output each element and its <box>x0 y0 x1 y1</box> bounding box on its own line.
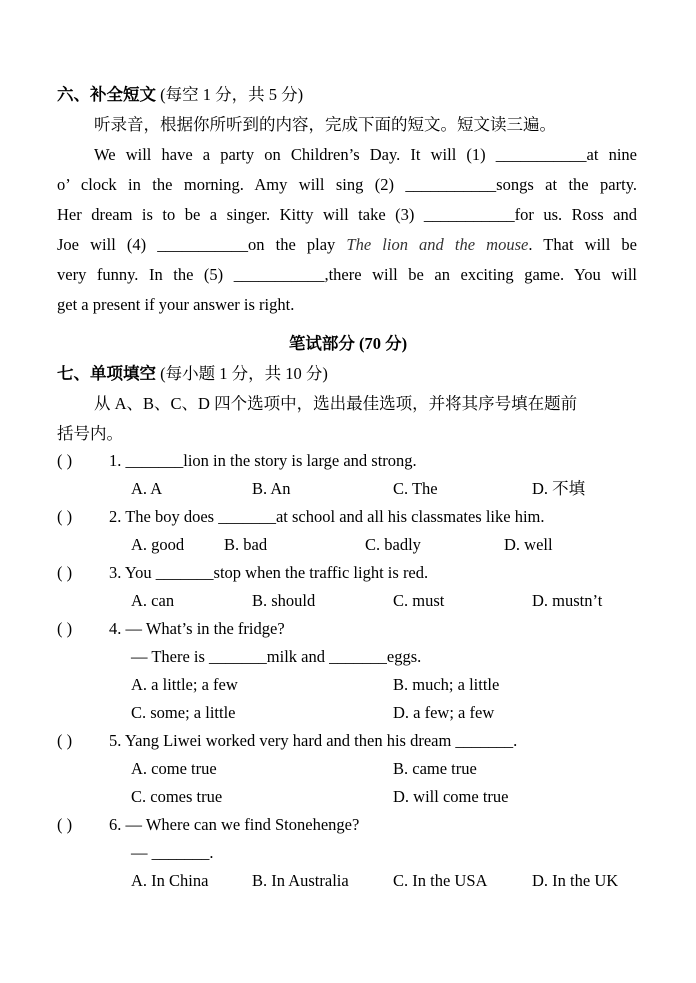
passage-line-4a: Joe will (4) ___________on the play <box>57 235 347 254</box>
option-a[interactable]: A. can <box>131 591 175 610</box>
option-b[interactable]: B. bad <box>224 535 268 554</box>
answer-bracket[interactable]: ( ) <box>57 507 73 526</box>
section6-heading: 六、补全短文 <box>57 85 156 104</box>
option-c[interactable]: C. The <box>393 479 438 498</box>
passage-line-5: very funny. In the (5) ___________,there will be an exciting game. You will <box>57 265 637 284</box>
section6-score-note: (每空 1 分，共 5 分) <box>160 85 304 104</box>
option-d[interactable]: D. a few; a few <box>393 703 495 722</box>
answer-bracket[interactable]: ( ) <box>57 619 73 638</box>
section7-score-note: (每小题 1 分，共 10 分) <box>160 364 328 383</box>
option-c[interactable]: C. In the USA <box>393 871 488 890</box>
question-stem: 6. — Where can we find Stonehenge? <box>109 815 360 834</box>
option-c[interactable]: C. must <box>393 591 445 610</box>
option-d[interactable]: D. well <box>504 535 553 554</box>
option-c[interactable]: C. comes true <box>131 787 223 806</box>
option-b[interactable]: B. should <box>252 591 316 610</box>
option-d[interactable]: D. will come true <box>393 787 509 806</box>
passage-line-4 <box>57 235 637 255</box>
option-c[interactable]: C. some; a little <box>131 703 236 722</box>
option-a[interactable]: A. good <box>131 535 185 554</box>
section7-instruction-1: 从 A、B、C、D 四个选项中，选出最佳选项，并将其序号填在题前 <box>94 394 578 413</box>
section7-instruction-2: 括号内。 <box>57 424 123 443</box>
option-c[interactable]: C. badly <box>365 535 421 554</box>
section6-heading-line <box>57 85 303 105</box>
option-b[interactable]: B. An <box>252 479 291 498</box>
question-stem: 3. You _______stop when the traffic light is red. <box>109 563 429 582</box>
question-stem: 2. The boy does _______at school and all his classmates like him. <box>109 507 545 526</box>
answer-bracket[interactable]: ( ) <box>57 731 73 750</box>
section7-heading-line <box>57 364 328 384</box>
play-title: The lion and the mouse <box>346 235 529 254</box>
option-d[interactable]: D. mustn’t <box>532 591 603 610</box>
option-b[interactable]: B. came true <box>393 759 477 778</box>
passage-line-3: Her dream is to be a singer. Kitty will take (3) ___________for us. Ross and <box>57 205 637 224</box>
passage-line-1: We will have a party on Children’s Day. It will (1) ___________at nine <box>94 145 637 164</box>
option-a[interactable]: A. A <box>131 479 163 498</box>
question-stem: 1. _______lion in the story is large and strong. <box>109 451 417 470</box>
passage-line-6: get a present if your answer is right. <box>57 295 295 314</box>
option-d[interactable]: D. In the UK <box>532 871 619 890</box>
section7-heading: 七、单项填空 <box>57 364 156 383</box>
section6-instruction: 听录音，根据你所听到的内容，完成下面的短文。短文读三遍。 <box>94 115 556 134</box>
passage-line-2: o’ clock in the morning. Amy will sing (2) ___________songs at the party. <box>57 175 637 194</box>
question-4-sub: — There is _______milk and _______eggs. <box>131 647 422 666</box>
answer-bracket[interactable]: ( ) <box>57 563 73 582</box>
passage-line-4b: . That will be <box>528 235 638 254</box>
option-b[interactable]: B. much; a little <box>393 675 500 694</box>
answer-bracket[interactable]: ( ) <box>57 451 73 470</box>
option-a[interactable]: A. In China <box>131 871 209 890</box>
option-a[interactable]: A. come true <box>131 759 217 778</box>
question-stem: 4. — What’s in the fridge? <box>109 619 285 638</box>
answer-bracket[interactable]: ( ) <box>57 815 73 834</box>
option-b[interactable]: B. In Australia <box>252 871 349 890</box>
written-part-title: 笔试部分 (70 分) <box>288 334 408 353</box>
question-stem: 5. Yang Liwei worked very hard and then his dream _______. <box>109 731 518 750</box>
question-6-sub: — _______. <box>131 843 214 862</box>
option-d[interactable]: D. 不填 <box>532 479 586 498</box>
option-a[interactable]: A. a little; a few <box>131 675 238 694</box>
